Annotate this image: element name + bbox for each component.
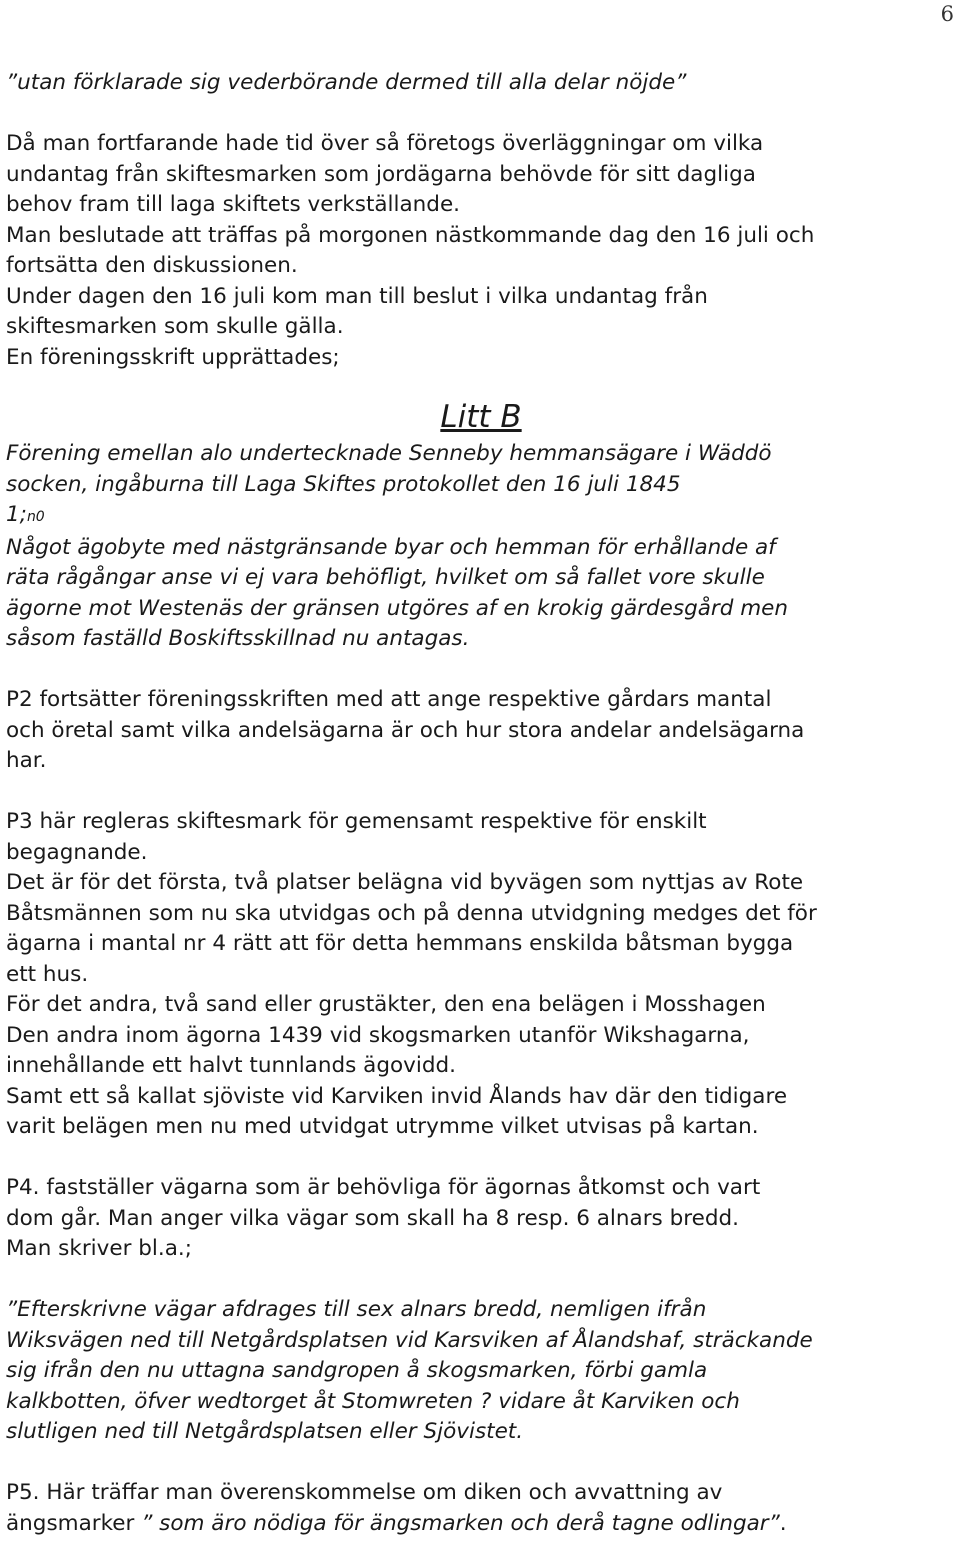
text-line: behov fram till laga skiftets verkställande.	[6, 192, 461, 217]
text-line: ägarna i mantal nr 4 rätt att för detta hemmans enskilda båtsman bygga	[6, 931, 794, 956]
text-line: Då man fortfarande hade tid över så företogs överläggningar om vilka	[6, 131, 764, 156]
clause-number: 1;	[6, 502, 27, 527]
quote-span: ” som äro nödiga för ängsmarken och derå tagne odlingar”	[141, 1510, 780, 1536]
text-line: Båtsmännen som nu ska utvidgas och på denna utvidgning medges det för	[6, 900, 817, 926]
text-line: skiftesmarken som skulle gälla.	[6, 314, 344, 339]
text-line: har.	[6, 748, 47, 773]
text-line: För det andra, två sand eller grustäkter, den ena belägen i Mosshagen	[6, 992, 766, 1017]
paragraph-p2	[6, 685, 956, 777]
quote-line: ”utan förklarade sig vederbörande dermed till alla delar nöjde”	[6, 70, 687, 95]
text-line: Förening emellan alo undertecknade Senneby hemmansägare i Wäddö	[6, 441, 772, 466]
paragraph-forening	[6, 439, 956, 655]
paragraph-quote-roads	[6, 1295, 956, 1448]
text-line: dom går. Man anger vilka vägar som skall ha 8 resp. 6 alnars bredd.	[6, 1205, 739, 1231]
text-line: Det är för det första, två platser belägna vid byvägen som nyttjas av Rote	[6, 870, 804, 895]
text-line: slutligen ned till Netgårdsplatsen eller Sjövistet.	[6, 1419, 524, 1444]
section-heading: Litt B	[440, 399, 522, 435]
text-line: varit belägen men nu med utvidgat utrymme vilket utvisas på kartan.	[6, 1114, 759, 1139]
text-line	[6, 500, 956, 533]
text-line: Under dagen den 16 juli kom man till beslut i vilka undantag från	[6, 283, 708, 309]
text-line	[6, 1509, 956, 1540]
text-line: Wiksvägen ned till Netgårdsplatsen vid Karsviken af Ålandshaf, sträckande	[6, 1327, 813, 1353]
text-span: .	[779, 1510, 787, 1536]
text-line: P4. fastställer vägarna som är behövliga för ägornas åtkomst och vart	[6, 1175, 761, 1200]
text-line: Samt ett så kallat sjöviste vid Karviken invid Ålands hav där den tidigare	[6, 1083, 788, 1109]
text-line: P5. Här träffar man överenskommelse om diken och avvattning av	[6, 1480, 723, 1505]
text-line: Man skriver bl.a.;	[6, 1236, 192, 1261]
document-body	[6, 68, 956, 1539]
paragraph-p5	[6, 1478, 956, 1539]
text-line: fortsätta den diskussionen.	[6, 253, 298, 278]
text-line: En föreningsskrift upprättades;	[6, 344, 340, 370]
text-line: ett hus.	[6, 961, 89, 987]
text-span: ängsmarker	[6, 1510, 142, 1536]
text-line: Den andra inom ägorna 1439 vid skogsmarken utanför Wikshagarna,	[6, 1022, 750, 1048]
text-line: ägorne mot Westenäs der gränsen utgöres af en krokig gärdesgård men	[6, 595, 789, 621]
paragraph-p3	[6, 807, 956, 1143]
text-line: och öretal samt vilka andelsägarna är och hur stora andelar andelsägarna	[6, 717, 805, 743]
text-line: såsom faställd Boskiftsskillnad nu antagas.	[6, 626, 470, 651]
text-line: kalkbotten, öfver wedtorget åt Stomwreten ? vidare åt Karviken och	[6, 1388, 740, 1414]
text-line: sig ifrån den nu uttagna sandgropen å skogsmarken, förbi gamla	[6, 1358, 708, 1383]
text-line: P2 fortsätter föreningsskriften med att ange respektive gårdars mantal	[6, 687, 772, 712]
text-line: Man beslutade att träffas på morgonen nästkommande dag den 16 juli och	[6, 222, 815, 248]
text-line: undantag från skiftesmarken som jordägarna behövde för sitt dagliga	[6, 161, 756, 187]
text-line: begagnande.	[6, 839, 148, 865]
text-line: räta rågångar anse vi ej vara behöfligt, hvilket om så fallet vore skulle	[6, 565, 765, 590]
text-line: socken, ingåburna till Laga Skiftes protokollet den 16 juli 1845	[6, 471, 681, 497]
paragraph-intro	[6, 129, 956, 373]
text-line: P3 här regleras skiftesmark för gemensamt respektive för enskilt	[6, 809, 707, 834]
page-number: 6	[940, 2, 954, 26]
text-line: ”Efterskrivne vägar afdrages till sex alnars bredd, nemligen ifrån	[6, 1297, 707, 1322]
clause-number-suffix: n0	[26, 509, 45, 525]
text-line: innehållande ett halvt tunnlands ägovidd.	[6, 1053, 456, 1078]
paragraph-p4	[6, 1173, 956, 1265]
text-line: Något ägobyte med nästgränsande byar och hemman för erhållande af	[6, 534, 776, 560]
